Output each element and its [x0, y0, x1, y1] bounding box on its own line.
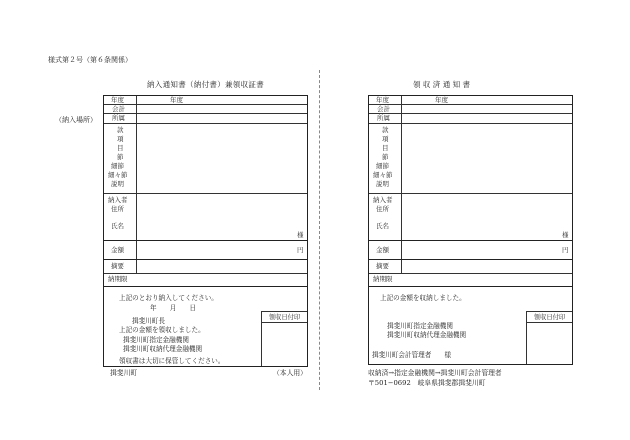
issue-date: 年 月 日 — [150, 304, 197, 312]
cut-line — [319, 70, 320, 390]
deadline-label: 納期限 — [108, 275, 128, 283]
instruction-text: 上記のとおり納入してください。 — [119, 294, 218, 302]
payment-place-label: （納入場所） — [55, 116, 97, 124]
receipt-date-stamp-area — [261, 311, 307, 366]
saimoku-label: 細節 — [376, 162, 389, 170]
summary-label: 摘要 — [376, 262, 389, 270]
mayor-name: 揖斐川町長 — [132, 317, 165, 325]
setsumei-label: 説明 — [111, 180, 124, 188]
left-form — [103, 95, 308, 367]
receipt-date-stamp-label: 領収日付印 — [527, 312, 572, 323]
right-footer-address: 〒501−0692 岐阜県揖斐郡揖斐川町 — [368, 379, 486, 387]
amount-label: 金額 — [376, 246, 389, 254]
moku-label: 目 — [117, 144, 124, 152]
nendo-value: 年度 — [435, 96, 448, 104]
yen-label: 円 — [562, 246, 569, 254]
nendo-label: 年度 — [376, 96, 389, 104]
kan-label: 款 — [117, 126, 124, 134]
shozoku-label: 所属 — [377, 114, 390, 122]
setsu-label: 節 — [117, 153, 124, 161]
treasurer-addressee: 揖斐川町会計管理者 様 — [372, 351, 452, 359]
collected-text: 上記の金額を収納しました。 — [380, 294, 466, 302]
shozoku-label: 所属 — [112, 114, 125, 122]
nendo-label: 年度 — [111, 96, 124, 104]
sama-label: 様 — [297, 231, 304, 239]
setsu-label: 節 — [382, 153, 389, 161]
amount-label: 金額 — [111, 246, 124, 254]
nendo-value: 年度 — [170, 96, 183, 104]
left-footer-note: （本人用） — [273, 369, 307, 377]
address-label: 住所 — [376, 205, 389, 213]
bank-2: 揖斐川町収納代理金融機関 — [123, 345, 203, 353]
yen-label: 円 — [297, 246, 304, 254]
sama-label: 様 — [562, 231, 569, 239]
bank-1: 揖斐川町指定金融機関 — [387, 322, 453, 330]
address-label: 住所 — [111, 205, 124, 213]
name-label: 氏名 — [111, 222, 124, 230]
receipt-date-stamp-area — [526, 311, 572, 364]
payer-label: 納入者 — [108, 196, 128, 204]
right-footer-route: 収納済→指定金融機関→揖斐川町会計管理者 — [368, 369, 502, 377]
right-form — [368, 95, 573, 365]
kou-label: 項 — [117, 135, 124, 143]
left-form-title: 納入通知書（納付書）兼領収証書 — [147, 80, 264, 89]
receipt-date-stamp-label: 領収日付印 — [262, 312, 307, 323]
kaikei-label: 会計 — [112, 105, 125, 113]
saisaimoku-label: 細々節 — [108, 171, 128, 179]
bank-1: 揖斐川町指定金融機関 — [123, 336, 189, 344]
left-footer-org: 揖斐川町 — [110, 369, 138, 377]
setsumei-label: 説明 — [376, 180, 389, 188]
kou-label: 項 — [382, 135, 389, 143]
name-label: 氏名 — [376, 222, 389, 230]
form-id: 様式第２号（第６条関係） — [48, 56, 132, 64]
kan-label: 款 — [382, 126, 389, 134]
kaikei-label: 会計 — [377, 105, 390, 113]
deadline-label: 納期限 — [373, 275, 393, 283]
right-form-title: 領収済通知書 — [413, 80, 473, 89]
payer-label: 納入者 — [373, 196, 393, 204]
moku-label: 目 — [382, 144, 389, 152]
summary-label: 摘要 — [111, 262, 124, 270]
saisaimoku-label: 細々節 — [373, 171, 393, 179]
receipt-text: 上記の金額を領収しました。 — [119, 326, 205, 334]
bank-2: 揖斐川町収納代理金融機関 — [387, 331, 467, 339]
keep-receipt-note: 領収書は大切に保管してください。 — [119, 357, 225, 365]
saimoku-label: 細節 — [111, 162, 124, 170]
